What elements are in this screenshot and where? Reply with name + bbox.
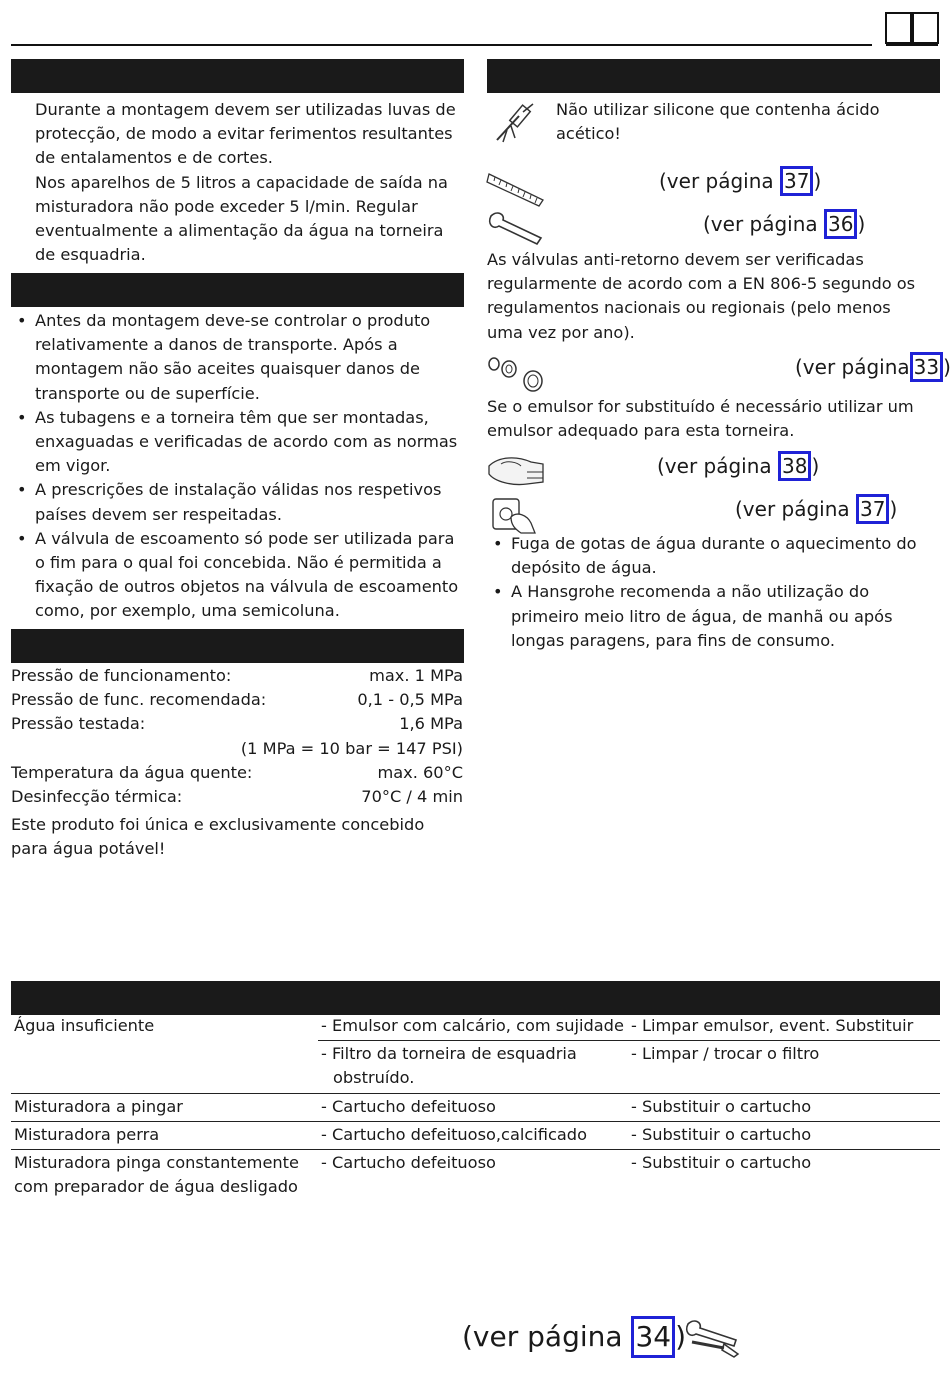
table-row: - Filtro da torneira de esquadria obstruído. - Limpar / trocar o filtro [11, 1041, 940, 1093]
tech-row: Temperatura da água quente: max. 60°C [11, 762, 463, 782]
troubleshooting-table [11, 1013, 940, 1201]
list-item: • Fuga de gotas de água durante o aquecimento do depósito de água. [487, 532, 927, 580]
page-link[interactable]: 33 [910, 352, 943, 382]
right-list [487, 532, 927, 653]
page-link[interactable]: 37 [780, 166, 813, 196]
list-item: • A Hansgrohe recomenda a não utilização do primeiro meio litro de água, de manhã ou após longas paragens, para fins de consumo. [487, 580, 927, 653]
list-item: • A válvula de escoamento só pode ser utilizada para o fim para o qual foi concebida. Não é permitida a fixação de outros objetos na válvula de escoamento como, por exemplo, uma semicoluna. [11, 527, 461, 624]
technical-data [11, 664, 463, 862]
tech-note: Este produto foi única e exclusivamente concebido para água potável! [11, 815, 425, 859]
table-row: Misturadora a pingar - Cartucho defeituoso - Substituir o cartucho [11, 1093, 940, 1121]
list-item: • Antes da montagem deve-se controlar o produto relativamente a danos de transporte. Após a montagem não são aceites quaisquer danos de transporte ou de superfície. [11, 309, 461, 406]
page-ref-dimensions: (ver página 37 ) [659, 166, 821, 196]
page-link[interactable]: 38 [778, 451, 811, 481]
section-bar-safety [11, 59, 464, 93]
tech-row: Pressão testada: 1,6 MPa [11, 714, 463, 734]
valves-note: As válvulas anti-retorno devem ser verificadas regularmente de acordo com a EN 806-5 segundo os regulamentos nacionais ou regionais (pelo menos uma vez por ano). [487, 250, 916, 342]
page-link[interactable]: 37 [856, 494, 889, 524]
wrench-icon [487, 210, 545, 246]
page-ref-test: (ver página 37 ) [735, 494, 897, 524]
list-item: • A prescrições de instalação válidas nos respetivos países devem ser respeitadas. [11, 478, 461, 526]
page-ref-emulsor: (ver página 33 ) [795, 352, 951, 382]
section-bar-symbols [487, 59, 940, 93]
tech-row: (1 MPa = 10 bar = 147 PSI) [240, 738, 463, 758]
tech-row: Pressão de funcionamento: max. 1 MPa [11, 666, 463, 685]
safety-paragraph: Durante a montagem devem ser utilizadas luvas de protecção, de modo a evitar ferimentos resultantes de entalamentos e de cortes. [35, 100, 456, 168]
safety-paragraph: Nos aparelhos de 5 litros a capacidade de saída na misturadora não pode exceder 5 l/min. Regular eventualmente a alimentação da água na torneira de esquadria. [35, 172, 448, 265]
table-row: Água insuficiente - Emulsor com calcário, com sujidade - Limpar emulsor, event. Substituir [11, 1013, 940, 1041]
tech-row: Pressão de func. recomendada: 0,1 - 0,5 MPa [11, 690, 463, 710]
section-bar-technical [11, 629, 464, 663]
safety-section [35, 98, 467, 267]
emulsor-note: Se o emulsor for substituído é necessário utilizar um emulsor adequado para esta torneira. [487, 397, 914, 441]
emulsor-parts-icon [487, 356, 545, 392]
tools-icon [684, 1318, 740, 1358]
page-ref-cleaning: (ver página 38 ) [657, 451, 819, 481]
section-bar-troubleshooting [11, 981, 940, 1015]
table-row: Misturadora pinga constantemente com preparador de água desligado - Cartucho defeituoso - Substituir o cartucho [14, 1153, 812, 1197]
silicone-gun-icon [493, 102, 539, 144]
test-hand-icon [491, 495, 539, 535]
cleaning-hand-icon [487, 452, 545, 488]
ruler-icon [487, 166, 545, 206]
tech-row: Desinfecção térmica: 70°C / 4 min [11, 787, 463, 807]
page-link[interactable]: 34 [631, 1316, 675, 1358]
page-ref-service: (ver página 36 ) [703, 209, 865, 239]
book-icon [885, 12, 939, 48]
header-rule [11, 44, 872, 46]
installation-list [11, 309, 461, 624]
silicone-note: Não utilizar silicone que contenha ácido acético! [556, 100, 880, 144]
table-row: Misturadora perra - Cartucho defeituoso,calcificado - Substituir o cartucho [11, 1121, 940, 1149]
page-ref-bottom: (ver página 34 ) [462, 1316, 686, 1358]
list-item: • As tubagens e a torneira têm que ser montadas, enxaguadas e verificadas de acordo com as normas em vigor. [11, 406, 461, 479]
section-bar-installation [11, 273, 464, 307]
page-link[interactable]: 36 [824, 209, 857, 239]
